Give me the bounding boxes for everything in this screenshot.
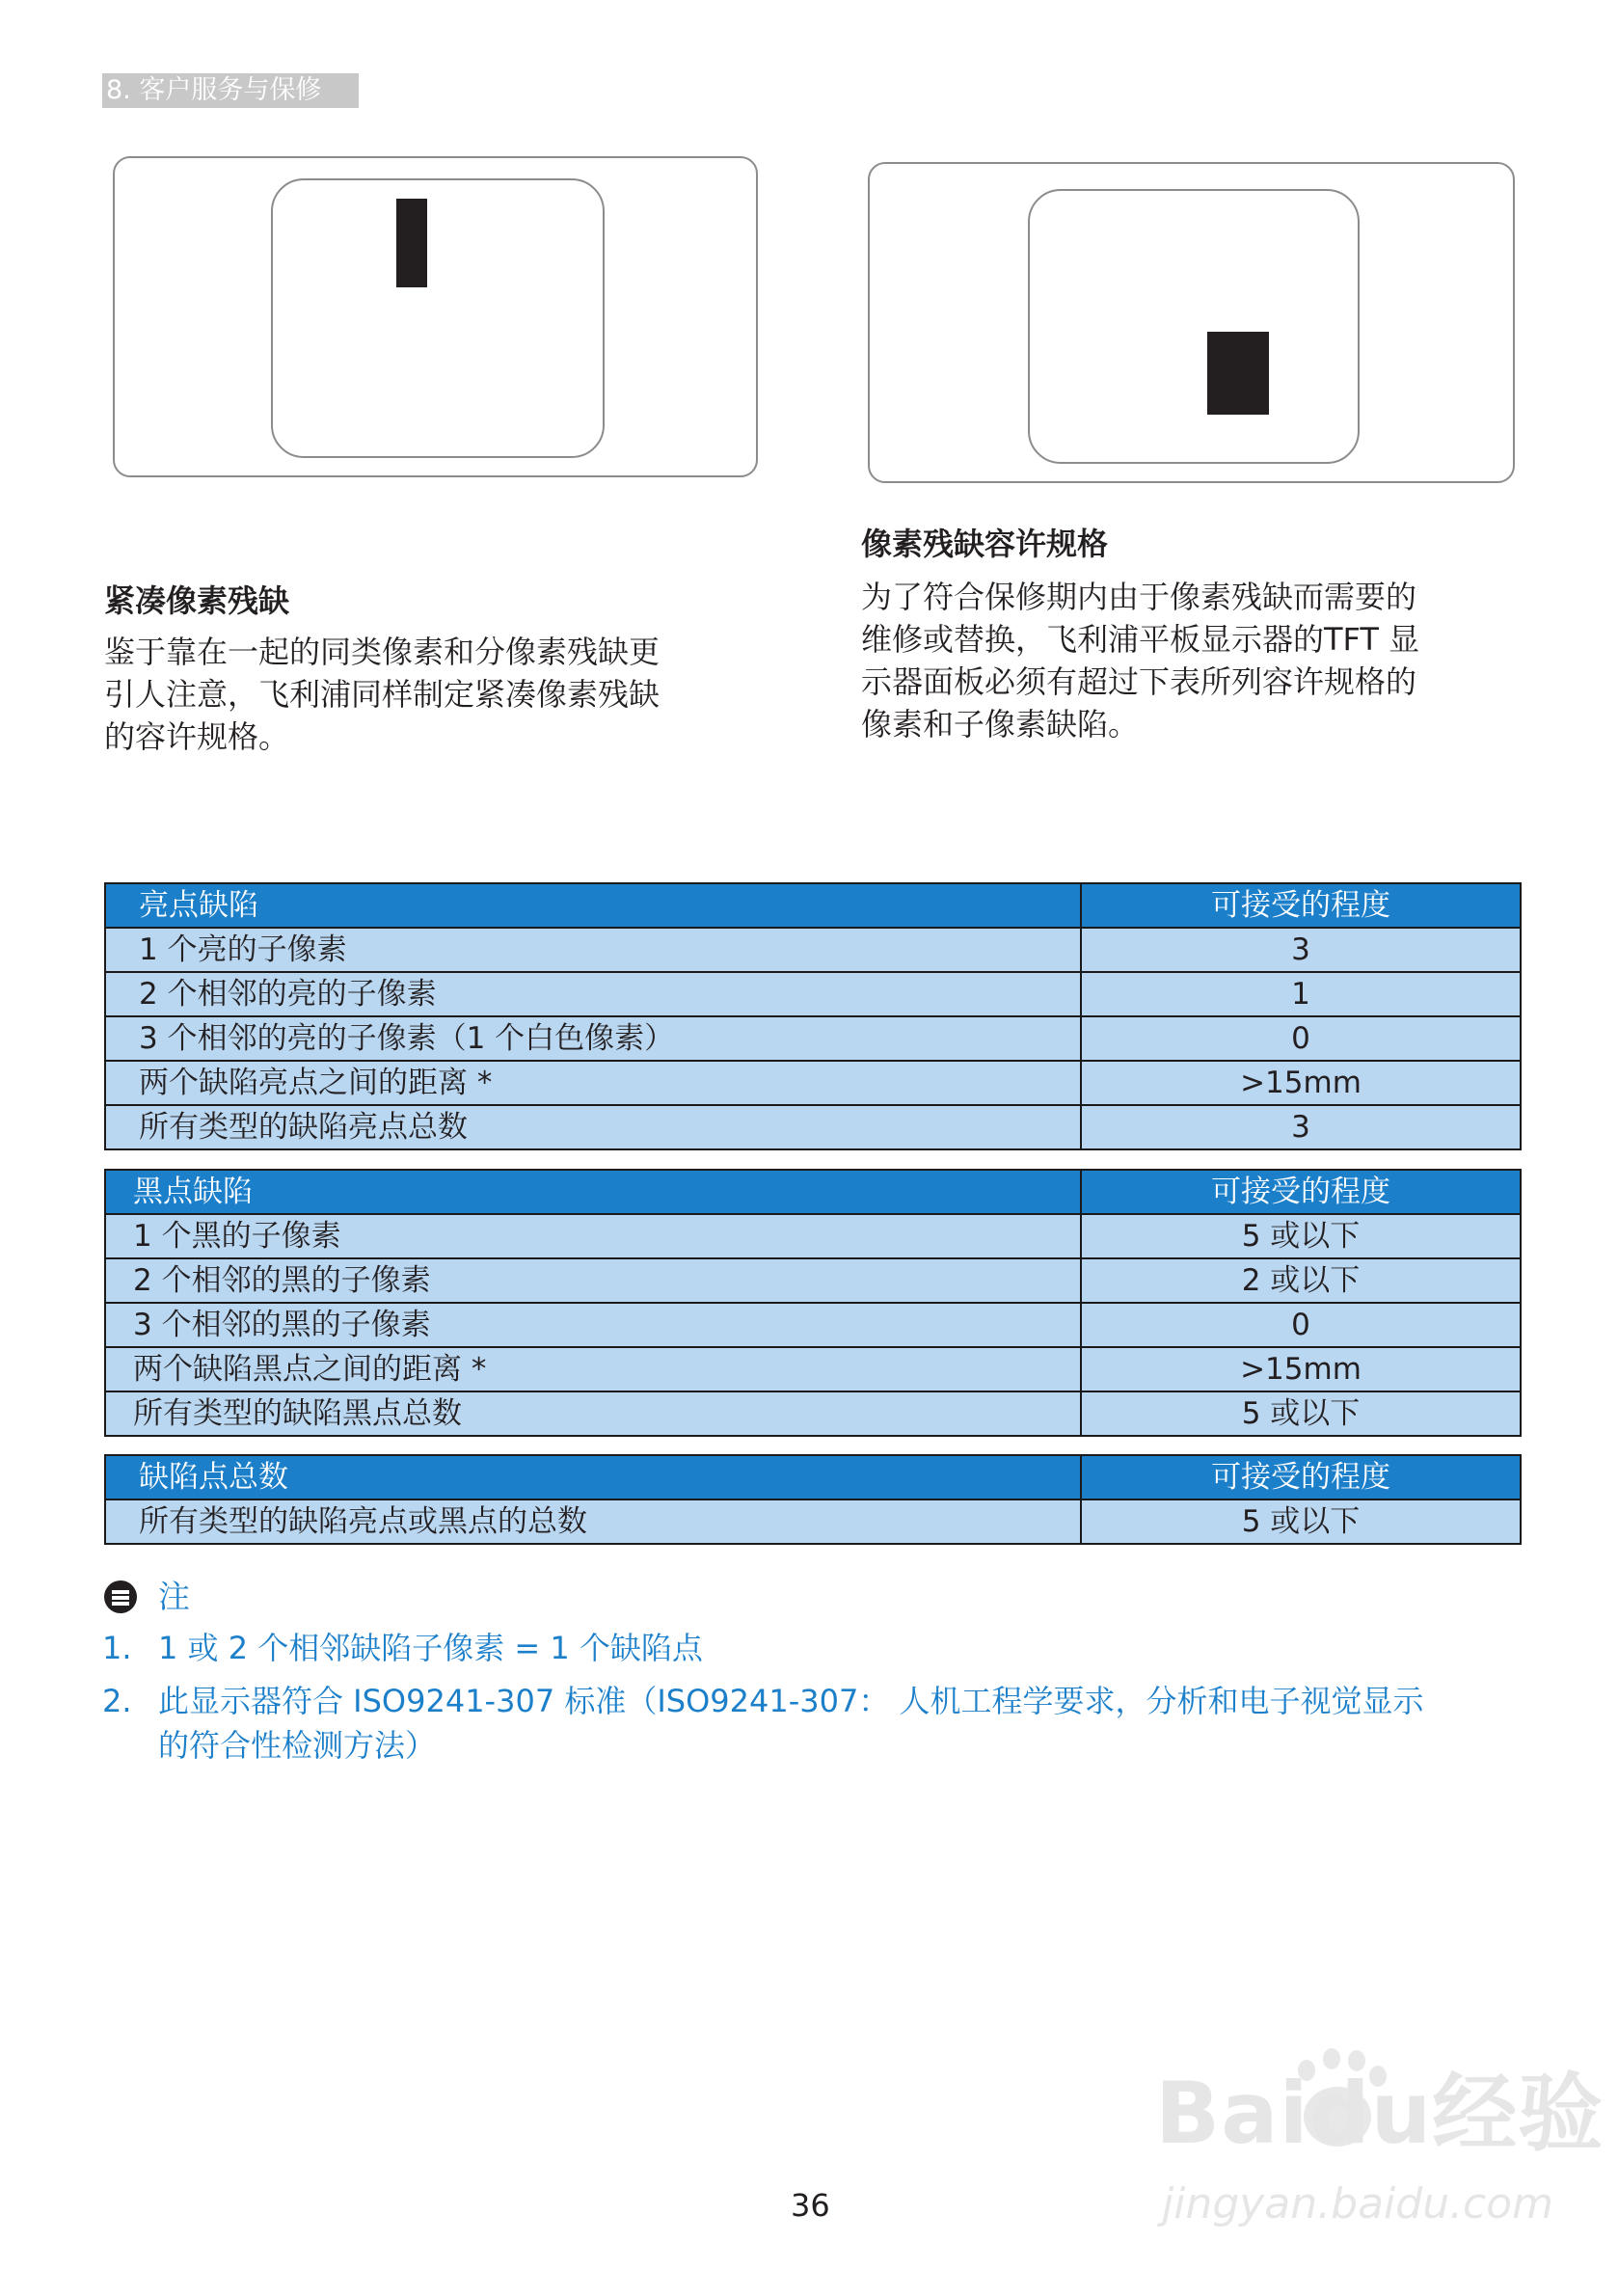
table-row — [105, 1347, 1521, 1391]
acceptable-level-cell: 2 或以下 — [1081, 1258, 1521, 1303]
note-item — [158, 1626, 1508, 1670]
acceptable-level-cell: 0 — [1081, 1303, 1521, 1347]
left-paragraph — [104, 631, 741, 758]
note-line: 1 或 2 个相邻缺陷子像素 = 1 个缺陷点 — [158, 1630, 703, 1666]
defect-type-cell: 所有类型的缺陷亮点或黑点的总数 — [105, 1499, 1081, 1544]
left-heading: 紧凑像素残缺 — [104, 582, 290, 619]
column-header-acceptable: 可接受的程度 — [1081, 1455, 1521, 1499]
defect-type-cell: 两个缺陷黑点之间的距离 * — [105, 1347, 1081, 1391]
paragraph-line: 示器面板必须有超过下表所列容许规格的 — [861, 663, 1417, 700]
table-row — [105, 1391, 1521, 1436]
acceptable-level-cell: 5 或以下 — [1081, 1391, 1521, 1436]
paragraph-line: 为了符合保修期内由于像素残缺而需要的 — [861, 579, 1417, 615]
note-item — [158, 1679, 1527, 1768]
table-row — [105, 1258, 1521, 1303]
defect-type-cell: 2 个相邻的亮的子像素 — [105, 972, 1081, 1016]
table-row — [105, 1061, 1521, 1105]
section-tab: 8. 客户服务与保修 — [102, 73, 359, 108]
note-number: 1. — [102, 1630, 132, 1666]
paragraph-line: 像素和子像素缺陷。 — [861, 706, 1140, 743]
acceptable-level-cell: >15mm — [1081, 1061, 1521, 1105]
defect-type-cell: 2 个相邻的黑的子像素 — [105, 1258, 1081, 1303]
acceptable-level-cell: 0 — [1081, 1016, 1521, 1061]
table-row — [105, 1214, 1521, 1258]
defect-type-cell: 两个缺陷亮点之间的距离 * — [105, 1061, 1081, 1105]
right-heading: 像素残缺容许规格 — [861, 526, 1109, 562]
acceptable-level-cell: 1 — [1081, 972, 1521, 1016]
acceptable-level-cell: 5 或以下 — [1081, 1499, 1521, 1544]
paragraph-line: 鉴于靠在一起的同类像素和分像素残缺更 — [104, 634, 661, 670]
defect-type-cell: 1 个亮的子像素 — [105, 928, 1081, 972]
paragraph-line: 的容许规格。 — [104, 718, 290, 755]
defect-pixel-mark — [1207, 332, 1269, 415]
table-header-row — [105, 1455, 1521, 1499]
table-row — [105, 972, 1521, 1016]
defect-diagram-right — [868, 162, 1515, 483]
table-row — [105, 1016, 1521, 1061]
total-defect-table — [104, 1454, 1522, 1545]
column-header-defect: 缺陷点总数 — [105, 1455, 1081, 1499]
note-number: 2. — [102, 1683, 132, 1719]
table-row — [105, 1499, 1521, 1544]
note-line: 的符合性检测方法） — [158, 1727, 437, 1764]
defect-type-cell: 3 个相邻的黑的子像素 — [105, 1303, 1081, 1347]
table-header-row — [105, 1170, 1521, 1214]
defect-type-cell: 所有类型的缺陷黑点总数 — [105, 1391, 1081, 1436]
acceptable-level-cell: >15mm — [1081, 1347, 1521, 1391]
column-header-acceptable: 可接受的程度 — [1081, 1170, 1521, 1214]
defect-type-cell: 所有类型的缺陷亮点总数 — [105, 1105, 1081, 1149]
watermark-url: jingyan.baidu.com — [1162, 2179, 1554, 2228]
column-header-defect: 黑点缺陷 — [105, 1170, 1081, 1214]
column-header-defect: 亮点缺陷 — [105, 883, 1081, 928]
table-row — [105, 1303, 1521, 1347]
table-header-row — [105, 883, 1521, 928]
defect-pixel-mark — [396, 199, 427, 287]
table-row — [105, 1105, 1521, 1149]
screen-frame-right — [1028, 189, 1360, 464]
column-header-acceptable: 可接受的程度 — [1081, 883, 1521, 928]
black-defect-table — [104, 1169, 1522, 1437]
bright-defect-table — [104, 882, 1522, 1150]
note-title: 注 — [158, 1578, 190, 1615]
acceptable-level-cell: 5 或以下 — [1081, 1214, 1521, 1258]
table-row — [105, 928, 1521, 972]
defect-type-cell: 1 个黑的子像素 — [105, 1214, 1081, 1258]
page-number: 36 — [791, 2187, 830, 2224]
defect-type-cell: 3 个相邻的亮的子像素（1 个白色像素） — [105, 1016, 1081, 1061]
watermark-logo: Baidu经验 — [1155, 2064, 1605, 2163]
note-line: 此显示器符合 ISO9241-307 标准（ISO9241-307： 人机工程学要求，分析和电子视觉显示 — [158, 1683, 1424, 1719]
note-icon — [104, 1580, 137, 1613]
screen-frame-left — [271, 178, 605, 458]
acceptable-level-cell: 3 — [1081, 1105, 1521, 1149]
defect-diagram-left — [113, 156, 758, 477]
acceptable-level-cell: 3 — [1081, 928, 1521, 972]
paragraph-line: 维修或替换，飞利浦平板显示器的TFT 显 — [861, 621, 1420, 658]
right-paragraph — [861, 576, 1517, 745]
paragraph-line: 引人注意，飞利浦同样制定紧凑像素残缺 — [104, 676, 661, 713]
